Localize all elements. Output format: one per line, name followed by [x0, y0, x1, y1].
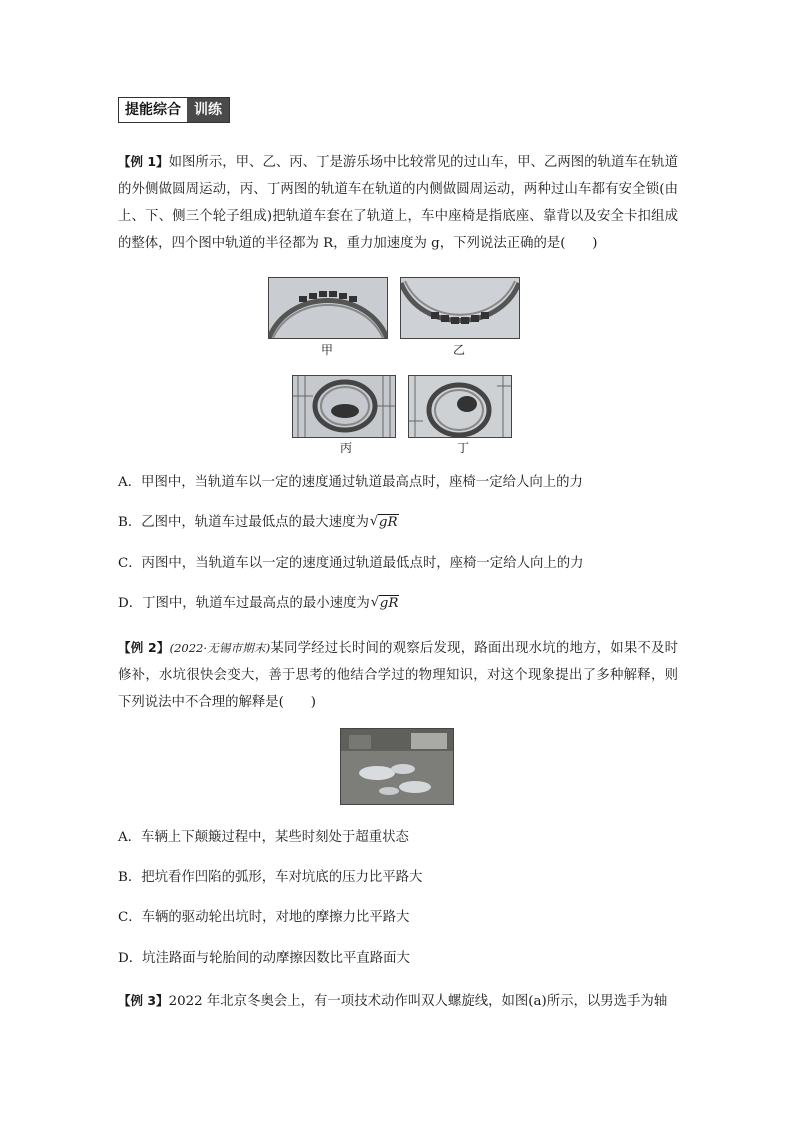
- example-1-text: [118, 148, 678, 257]
- sqrt-gr-d: √ gR: [370, 595, 399, 611]
- section-header: [118, 97, 230, 123]
- example-2-source: (2022·无锡市期末): [169, 641, 271, 655]
- example-3-body: 2022 年北京冬奥会上，有一项技术动作叫双人螺旋线，如图(a)所示，以男选手为轴: [168, 994, 668, 1009]
- roller-coaster-loop-bottom-image: [293, 376, 395, 437]
- example-1-option-d: [118, 594, 698, 614]
- example-1-body: 如图所示，甲、乙、丙、丁是游乐场中比较常见的过山车，甲、乙两图的轨道车在轨道的外侧做圆周运动，丙、丁两图的轨道车在轨道的内侧做圆周运动，两种过山车都有安全锁(由上、下、侧三个轮子组成)把轨道车套在了轨道上，车中座椅是指底座、靠背以及安全卡扣组成的整体，四个图中轨道的半径都为 R，重力加速度为 g，下列说法正确的是( ): [118, 155, 678, 251]
- example-2-body: 某同学经过长时间的观察后发现，路面出现水坑的地方，如果不及时修补，水坑很快会变大，善于思考的他结合学过的物理知识，对这个现象提出了多种解释，则下列说法中不合理的解释是( ): [118, 641, 679, 710]
- caption-jia: 甲: [320, 343, 333, 357]
- roller-coaster-outer-bottom-image: [401, 278, 519, 338]
- example-1-option-b: [118, 513, 698, 533]
- radicand-d: gR: [379, 596, 399, 611]
- example-1-option-c: C．丙图中，当轨道车以一定的速度通过轨道最低点时，座椅一定给人向上的力: [118, 556, 584, 571]
- figure-pothole: [340, 728, 454, 805]
- example-3-text: [118, 987, 678, 1015]
- caption-bing: 丙: [339, 441, 352, 455]
- roller-coaster-loop-top-image: [409, 376, 511, 437]
- radicand-b: gR: [378, 515, 398, 530]
- option-d-text: D．丁图中，轨道车过最高点的最小速度为: [118, 596, 370, 611]
- option-b-text: B．乙图中，轨道车过最低点的最大速度为: [118, 515, 369, 530]
- figure-jia: [268, 277, 388, 339]
- section-tag: 训练: [187, 98, 229, 122]
- example-2-option-a: A．车辆上下颠簸过程中，某些时刻处于超重状态: [118, 830, 409, 845]
- figure-ding: [408, 375, 512, 438]
- sqrt-gr-b: √ gR: [369, 514, 398, 530]
- caption-ding: 丁: [456, 441, 469, 455]
- example-1-tag: 【例 1】: [118, 154, 169, 169]
- example-2-option-c: C．车辆的驱动轮出坑时，对地的摩擦力比平路大: [118, 910, 410, 925]
- example-2-text: [118, 634, 678, 716]
- example-1-option-a: A．甲图中，当轨道车以一定的速度通过轨道最高点时，座椅一定给人向上的力: [118, 475, 583, 490]
- example-3-tag: 【例 3】: [118, 993, 169, 1008]
- section-title: 提能综合: [119, 98, 187, 122]
- caption-yi: 乙: [452, 343, 465, 357]
- example-2-tag: 【例 2】: [118, 640, 170, 655]
- roller-coaster-outer-top-image: [269, 278, 387, 338]
- figure-yi: [400, 277, 520, 339]
- example-2-option-d: D．坑洼路面与轮胎间的动摩擦因数比平直路面大: [118, 951, 410, 966]
- pothole-road-image: [341, 729, 453, 804]
- example-2-option-b: B．把坑看作凹陷的弧形，车对坑底的压力比平路大: [118, 870, 423, 885]
- figure-bing: [292, 375, 396, 438]
